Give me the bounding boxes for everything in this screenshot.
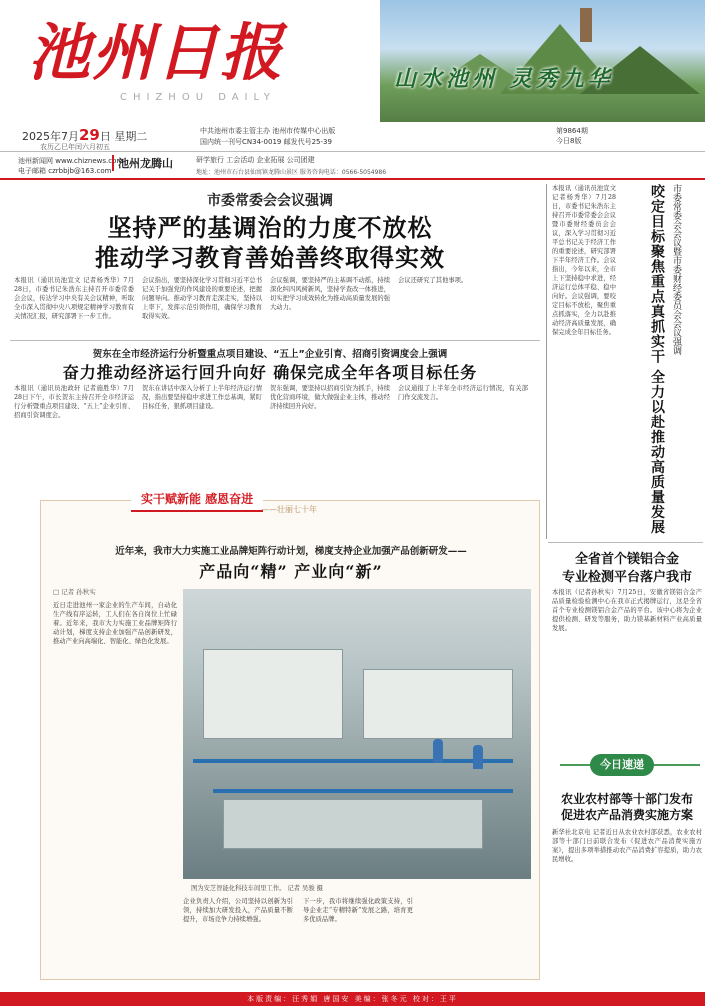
site-contact xyxy=(18,156,123,176)
site-bar xyxy=(0,152,705,180)
news-brief-headline-line1[interactable]: 农业农村部等十部门发布 xyxy=(560,792,693,806)
page-count: 今日8版 xyxy=(556,137,582,145)
article1-column3: 会议强调，要坚持严的主基调不动摇，持续深化纠四风树新风，坚持学查改一体推进，切实把学习成效转化为推动高质量发展的强大动力。 xyxy=(270,277,390,311)
date-bar xyxy=(0,122,705,152)
worker-figure xyxy=(433,739,443,763)
article2-kicker: 贺东在全市经济运行分析暨重点项目建设、“五上”企业引育、招商引资调度会上强调 xyxy=(92,349,448,360)
today-express-label: 今日速递 xyxy=(590,754,654,776)
machine-shape xyxy=(203,649,343,739)
article1-headline-line1[interactable]: 坚持严的基调治的力度不放松 xyxy=(107,213,433,242)
date-year-month: 2025年7月 xyxy=(22,130,79,143)
conveyor-line xyxy=(213,789,513,793)
today-express-logo xyxy=(560,750,700,780)
lunar-date: 农历乙巳年闰六月初五 xyxy=(40,143,110,151)
feature-kicker: 近年来，我市大力实施工业品牌矩阵行动计划，梯度支持企业加强产品创新研发—— xyxy=(115,546,467,557)
publisher-line: 中共池州市委主管主办 池州市传媒中心出版 xyxy=(200,127,336,135)
article2-column3: 贺东强调，要坚持以招商引资为抓手，持续优化营商环境，做大做强企业主体，推动经济持续回升向好。 xyxy=(270,385,390,410)
right-article-kicker: 市委常委会会议暨市委财经委员会会议强调 xyxy=(671,184,681,355)
article2-column1: 本报讯（通讯员池政轩 记者施胜华）7月28日下午，市长贺东主持召开全市经济运行分析暨重点项目建设、“五上”企业引育、招商引资调度会。 xyxy=(14,385,134,419)
news-brief-headline-line2[interactable]: 促进农产品消费实施方案 xyxy=(560,808,693,822)
date-day: 29 xyxy=(79,126,100,144)
machine-shape xyxy=(223,799,483,849)
issue-number: 第9864期 xyxy=(556,127,588,135)
conveyor-line xyxy=(193,759,513,763)
article2-headline[interactable]: 奋力推动经济运行回升向好 确保完成全年各项目标任务 xyxy=(62,363,478,382)
feature-banner-tagline: ——壮丽七十年 xyxy=(261,505,317,514)
feature-column3: 下一步，我市将继续强化政策支持，引导企业走“专精特新”发展之路，培育更多优质品牌。 xyxy=(303,898,413,923)
feature-column2: 企业负责人介绍，公司坚持以创新为引领，持续加大研发投入，产品质量不断提升，市场竞争力持续增强。 xyxy=(183,898,293,923)
publication-codes: 国内统一刊号CN34-0019 邮发代号25-39 xyxy=(200,138,332,146)
feature-byline: □ 记者 孙秋实 xyxy=(53,588,96,596)
website-link[interactable]: 池州新闻网 www.chiznews.com xyxy=(18,157,124,165)
right-bottom-headline-line1[interactable]: 全省首个镁铝合金 xyxy=(574,552,679,567)
column-divider xyxy=(546,184,547,539)
publisher-info xyxy=(200,126,335,148)
sponsor-name: 池州龙腾山 xyxy=(112,155,173,171)
feature-column1: 近日走进池州一家企业的生产车间，自动化生产线有序运转，工人们在各自岗位上忙碌着。近年来，我市大力实施工业品牌矩阵行动计划，梯度支持企业加强产品创新研发，推动产业向高端化、智能化、绿色化发展。 xyxy=(53,602,177,645)
page-footer: 本版责编：汪秀娟 唐国安 美编：张冬元 校对：王平 xyxy=(0,992,705,1006)
pagoda-icon xyxy=(580,8,592,42)
worker-figure xyxy=(473,745,483,769)
article1-column4: 会议还研究了其他事项。 xyxy=(398,277,468,284)
newspaper-title: 池州日报 xyxy=(28,16,285,89)
masthead-slogan: 山水池州 灵秀九华 xyxy=(394,66,614,92)
masthead xyxy=(0,0,705,122)
right-article-headline[interactable]: 咬定目标聚焦重点真抓实干 全力以赴推动高质量发展 xyxy=(649,184,665,535)
machine-shape xyxy=(363,669,513,739)
article2-column2: 贺东在讲话中深入分析了上半年经济运行情况，指出要坚持稳中求进工作总基调，紧盯目标任务，狠抓项目建设。 xyxy=(142,385,262,410)
article2-column4: 会议通报了上半年全市经济运行情况，有关部门作交流发言。 xyxy=(398,385,528,401)
right-bottom-text: 本报讯（记者孙秋实）7月25日，安徽省镁铝合金产品质量检验检测中心在我市正式揭牌运行，这是全省首个专业检测镁铝合金产品的平台。该中心将为企业提供检测、研发等服务，助力镁基新材料产业高质量发展。 xyxy=(552,589,702,632)
email-link[interactable]: 电子邮箱 czrbbjb@163.com xyxy=(18,167,112,175)
feature-headline[interactable]: 产品向“精” 产业向“新” xyxy=(199,562,383,581)
divider xyxy=(548,542,703,543)
feature-article xyxy=(40,492,540,980)
photo-caption: 图为安芝智能化科技车间里工作。 记者 吴骏 摄 xyxy=(191,885,323,892)
issue-number-box xyxy=(556,126,588,146)
right-bottom-headline-line2[interactable]: 专业检测平台落户我市 xyxy=(561,570,692,585)
newspaper-subtitle: CHIZHOU DAILY xyxy=(120,92,276,103)
article1-kicker: 市委常委会会议强调 xyxy=(207,193,333,209)
article1-column1: 本报讯（通讯员池宣文 记者杨秀华）7月28日，市委书记朱浩东主持召开市委常委会会议，传达学习中央有关会议精神，听取全市深入贯彻中央八项规定精神学习教育有关情况汇报，研究部署下一步工作。 xyxy=(14,277,134,320)
sponsor-services: 研学旅行 工会活动 企业拓展 公司团建 xyxy=(196,156,315,164)
news-brief-text: 新华社北京电 记者近日从农业农村部获悉，农业农村部等十部门日前联合发布《促进农产品消费实施方案》，提出多项举措推动农产品消费扩容提质，助力农民增收。 xyxy=(552,829,702,863)
divider xyxy=(10,340,540,341)
feature-banner: 实干赋新能 感恩奋进 xyxy=(131,490,263,512)
article1-headline-line2[interactable]: 推动学习教育善始善终取得实效 xyxy=(95,243,445,272)
left-margin-column xyxy=(14,540,38,980)
article1-column2: 会议指出，要坚持深化学习贯彻习近平总书记关于加强党的作风建设的重要论述，把握问题导向。推动学习教育走深走实，坚持以上率下，发挥示范引领作用，确保学习教育取得实效。 xyxy=(142,277,262,320)
factory-photo xyxy=(183,589,531,879)
date-weekday: 日 星期二 xyxy=(99,130,148,143)
right-article-text: 本报讯（通讯员池宣文 记者杨秀华）7月28日，市委书记朱浩东主持召开市委常委会会议暨市委财经委员会会议，深入学习贯彻习近平总书记关于经济工作的重要论述，研究部署下半年经济工作。会议指出，今年以来，全市上下坚持稳中求进，经济运行总体平稳、稳中向好。会议强调，要咬定目标不放松，聚焦重点抓落实，全力以赴推动经济高质量发展，确保完成全年目标任务。 xyxy=(552,185,616,336)
sponsor-address: 地址：池州市石台县仙寓镇龙腾山景区 服务咨询电话：0566-5054986 xyxy=(196,169,387,176)
masthead-scenery-image xyxy=(380,0,705,122)
